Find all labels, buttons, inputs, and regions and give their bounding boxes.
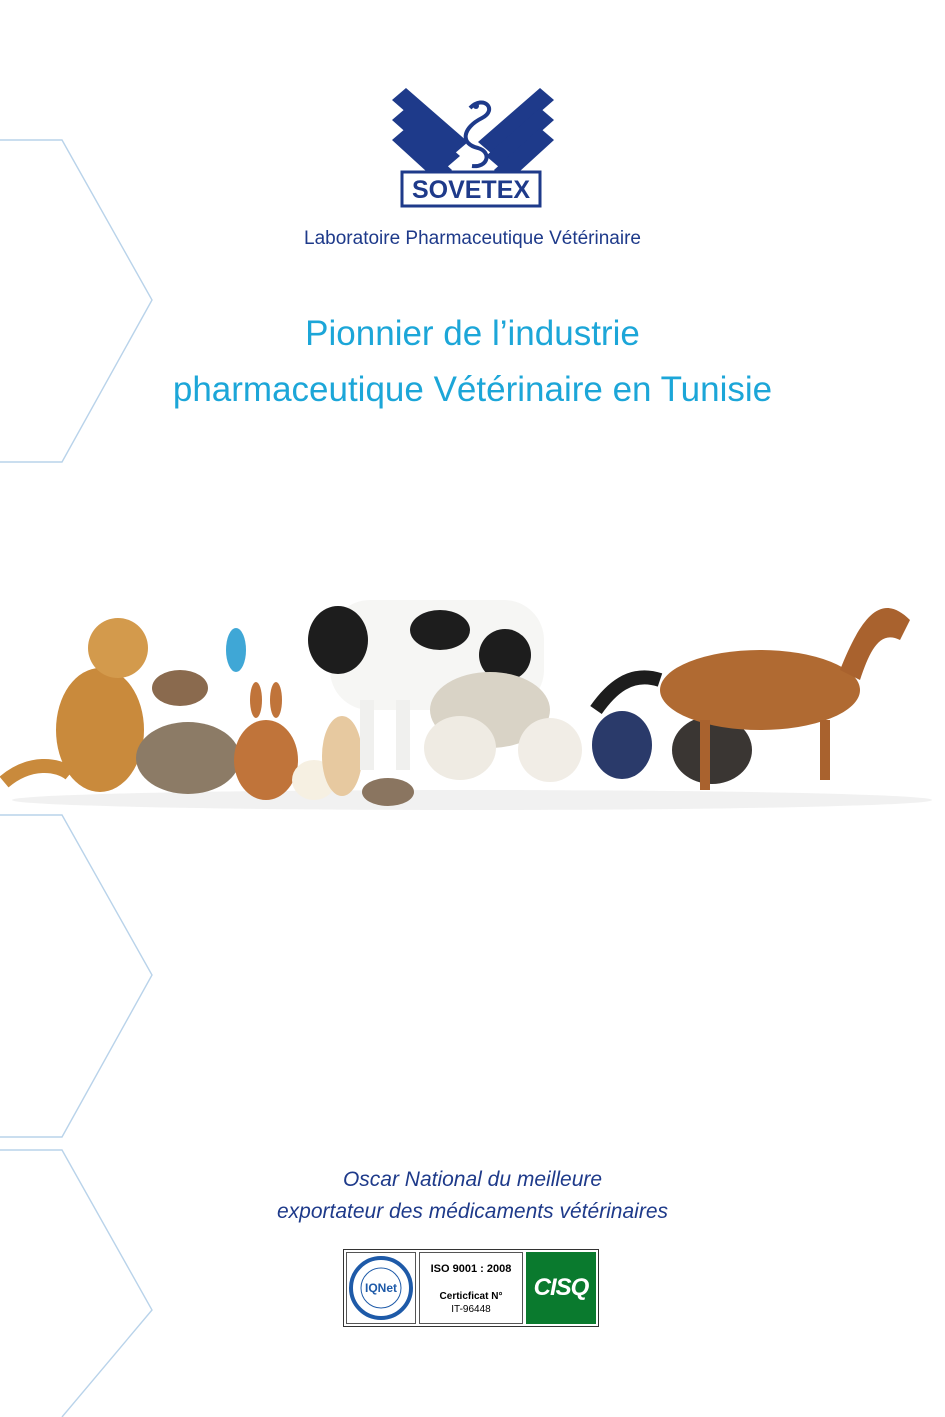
headline-line-1: Pionnier de l’industrie [305, 314, 640, 353]
certification-badges [343, 1249, 599, 1327]
cat-figure [136, 722, 240, 794]
award-line-1: Oscar National du meilleure [342, 1168, 603, 1191]
headline [0, 306, 945, 418]
certificate-number: IT-96448 [451, 1304, 491, 1315]
cisq-logo [526, 1252, 596, 1324]
lamb-figure [518, 718, 582, 782]
iso-certificate-box [419, 1252, 523, 1324]
rooster-figure [592, 711, 652, 779]
lamb-figure [424, 716, 496, 780]
certificate-label: Certicficat N° [439, 1291, 503, 1302]
hamster-figure [362, 778, 414, 806]
award-statement [0, 1164, 945, 1228]
iqnet-label: IQNet [364, 1281, 398, 1295]
iqnet-seal [346, 1252, 416, 1324]
dog-figure [4, 618, 148, 792]
award-line-2: exportateur des médicaments vétérinaires [276, 1200, 669, 1223]
chihuahua-figure [322, 716, 362, 796]
iso-standard: ISO 9001 : 2008 [430, 1263, 512, 1275]
quail-figure [152, 670, 208, 706]
animals-photo [0, 560, 945, 820]
cisq-label: CISQ [533, 1274, 589, 1301]
budgie-figure [226, 628, 246, 672]
sovetex-logo [388, 86, 558, 210]
headline-line-2: pharmaceutique Vétérinaire en Tunisie [172, 370, 773, 409]
rabbit-figure [234, 682, 298, 800]
company-subtitle: Laboratoire Pharmaceutique Vétérinaire [304, 228, 641, 249]
logo-wordmark: SOVETEX [411, 176, 531, 204]
